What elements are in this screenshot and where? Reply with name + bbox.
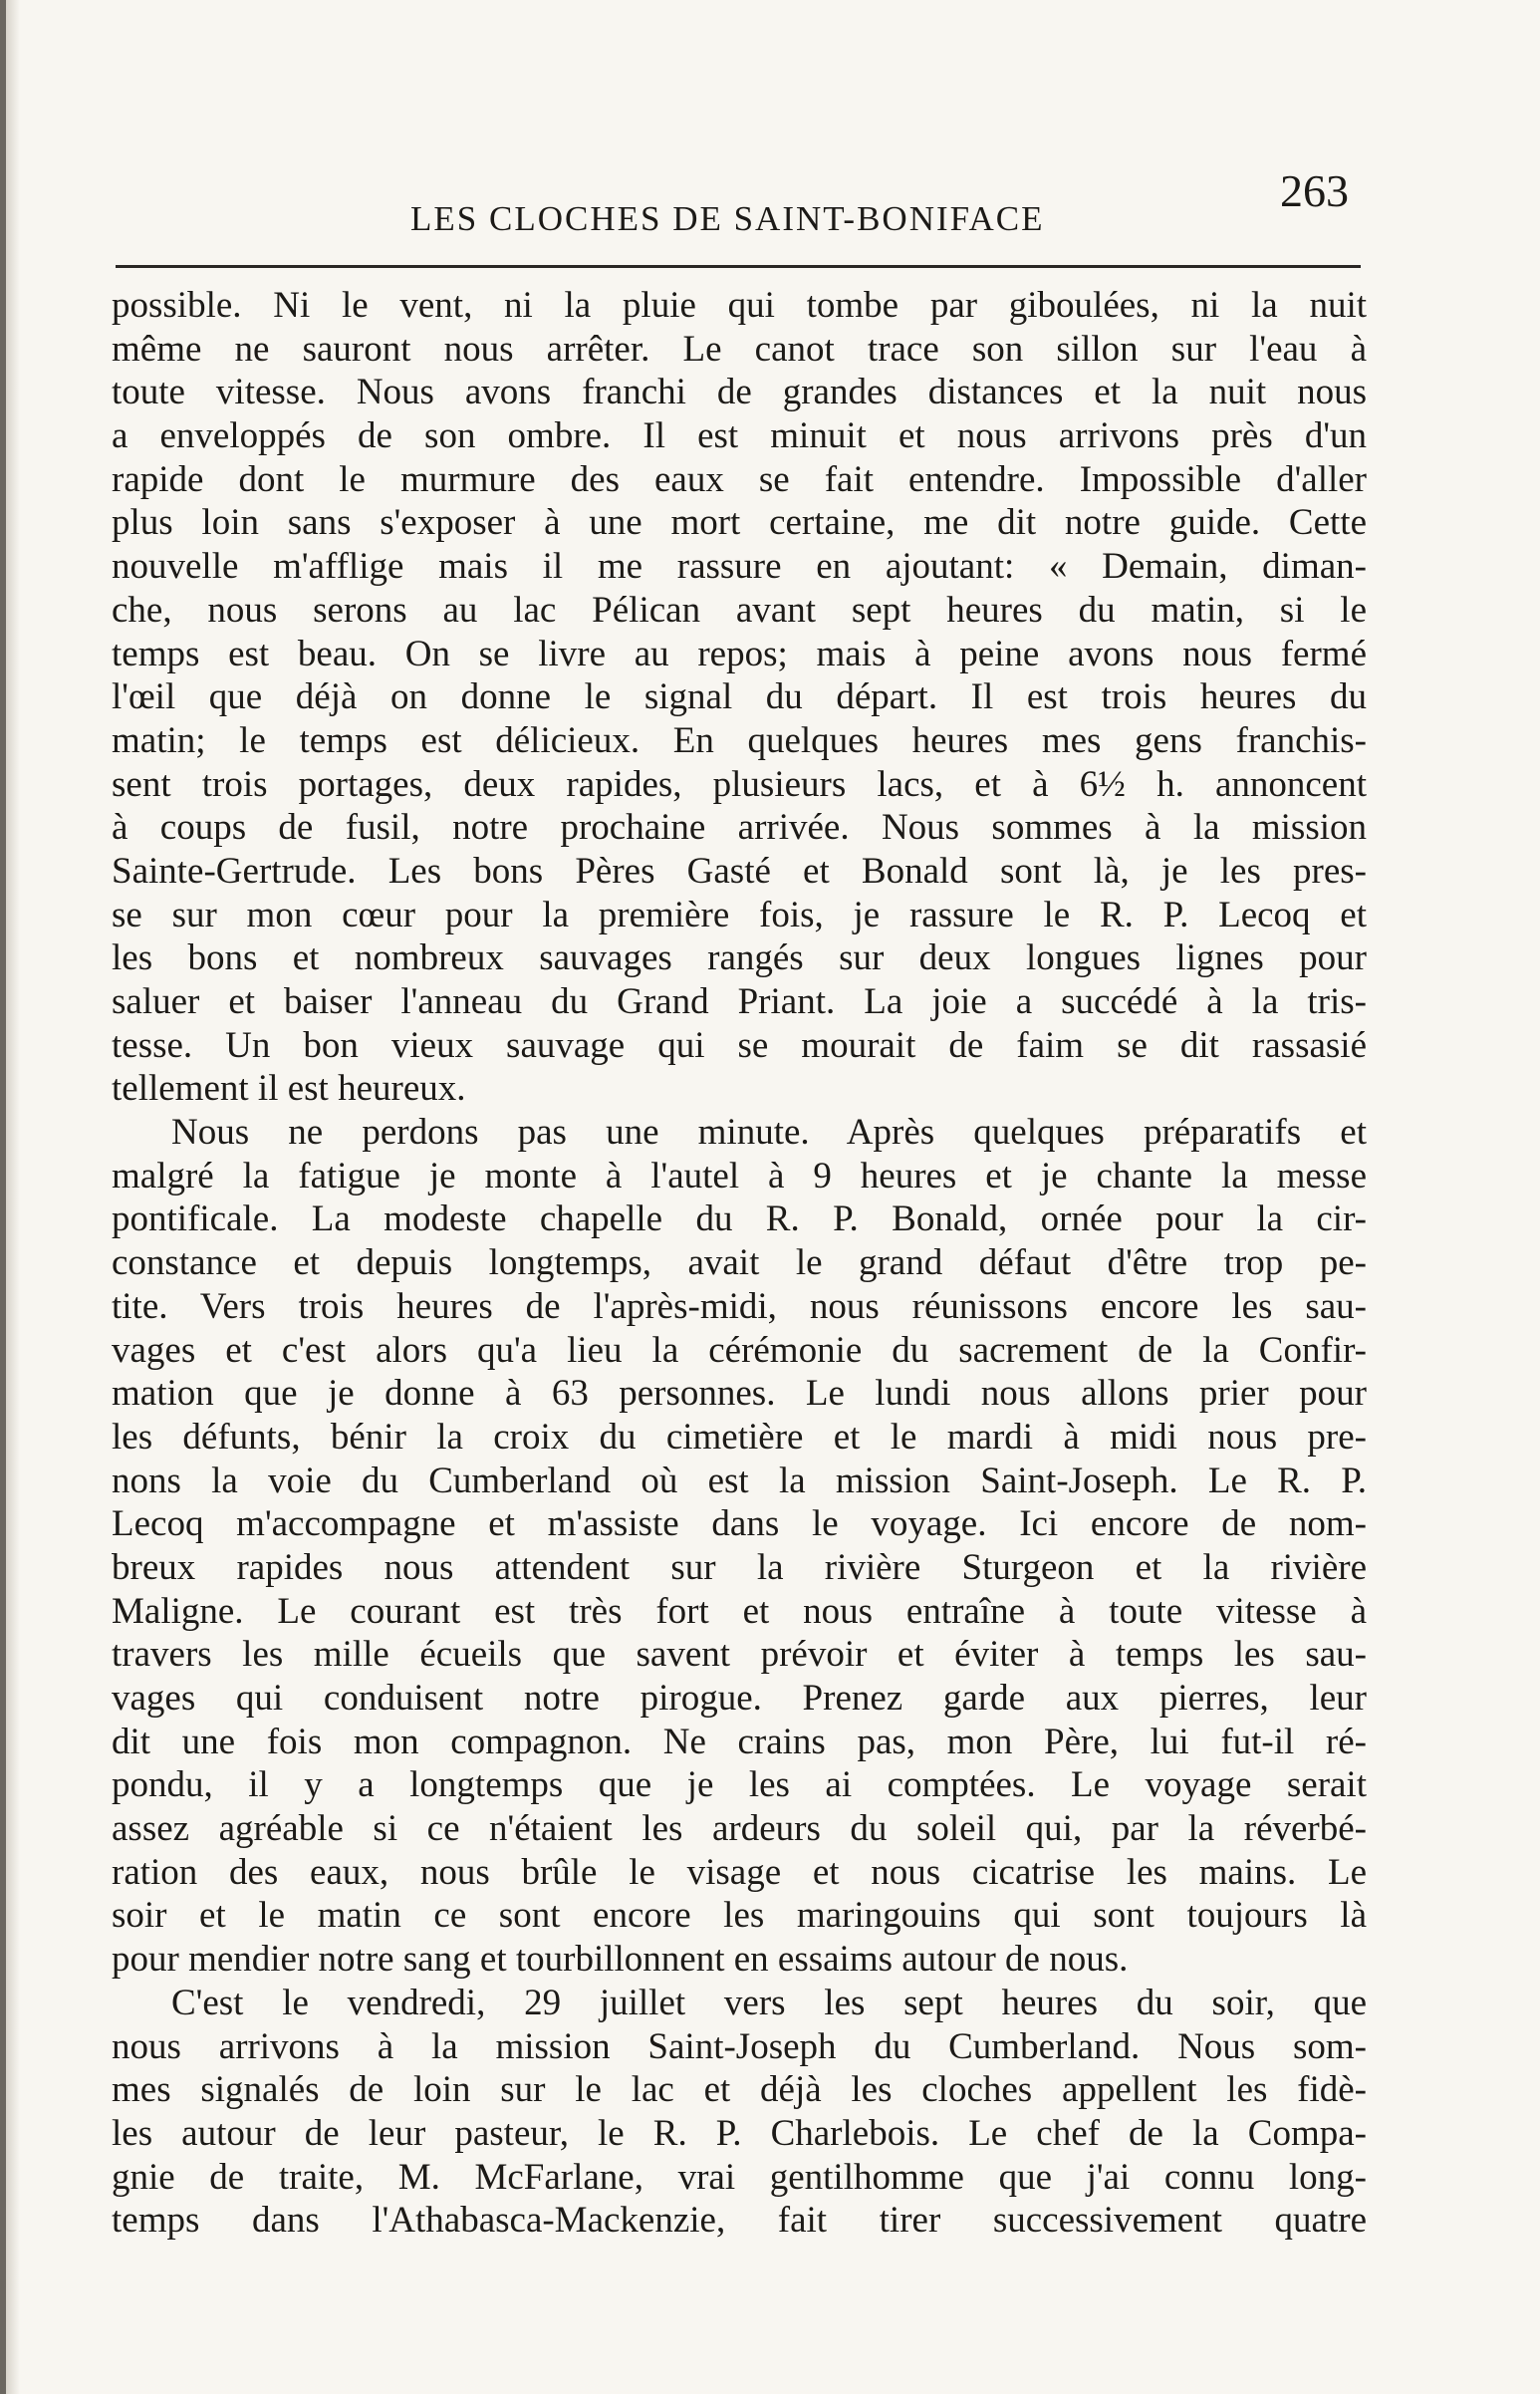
text-line: malgré la fatigue je monte à l'autel à 9 heures et je chante la messe: [112, 1155, 1367, 1197]
text-line: gnie de traite, M. McFarlane, vrai gentilhomme que j'ai connu long-: [112, 2156, 1367, 2198]
body-text: [112, 284, 1367, 2243]
text-line: mes signalés de loin sur le lac et déjà les cloches appellent les fidè-: [112, 2069, 1367, 2111]
header-rule: [116, 265, 1361, 268]
text-line: se sur mon cœur pour la première fois, je rassure le R. P. Lecoq et: [112, 894, 1367, 935]
text-line: a enveloppés de son ombre. Il est minuit et nous arrivons près d'un: [112, 415, 1367, 457]
text-line: vages qui conduisent notre pirogue. Prenez garde aux pierres, leur: [112, 1678, 1367, 1719]
text-line: dit une fois mon compagnon. Ne crains pas, mon Père, lui fut-il ré-: [112, 1721, 1367, 1762]
text-line: pondu, il y a longtemps que je les ai comptées. Le voyage serait: [112, 1764, 1367, 1806]
text-line: rapide dont le murmure des eaux se fait entendre. Impossible d'aller: [112, 458, 1367, 500]
text-line: sent trois portages, deux rapides, plusieurs lacs, et à 6½ h. annoncent: [112, 763, 1367, 805]
text-line: l'œil que déjà on donne le signal du départ. Il est trois heures du: [112, 676, 1367, 718]
text-line: tite. Vers trois heures de l'après-midi, nous réunissons encore les sau-: [112, 1285, 1367, 1327]
text-line: même ne sauront nous arrêter. Le canot trace son sillon sur l'eau à: [112, 328, 1367, 370]
text-line: tesse. Un bon vieux sauvage qui se mourait de faim se dit rassasié: [112, 1024, 1367, 1066]
text-line: assez agréable si ce n'étaient les ardeurs du soleil qui, par la réverbé-: [112, 1808, 1367, 1850]
page-number: 263: [1280, 165, 1349, 216]
text-line: breux rapides nous attendent sur la rivière Sturgeon et la rivière: [112, 1546, 1367, 1588]
binding-shadow: [6, 0, 20, 2394]
text-line: nous arrivons à la mission Saint-Joseph du Cumberland. Nous som-: [112, 2025, 1367, 2067]
text-line: soir et le matin ce sont encore les maringouins qui sont toujours là: [112, 1895, 1367, 1937]
text-line: tellement il est heureux.: [112, 1068, 466, 1110]
text-line: saluer et baiser l'anneau du Grand Priant. La joie a succédé à la tris-: [112, 981, 1367, 1022]
text-line: constance et depuis longtemps, avait le grand défaut d'être trop pe-: [112, 1242, 1367, 1284]
text-line: che, nous serons au lac Pélican avant sept heures du matin, si le: [112, 589, 1367, 631]
text-line: les défunts, bénir la croix du cimetière et le mardi à midi nous pre-: [112, 1416, 1367, 1458]
text-line: pour mendier notre sang et tourbillonnent en essaims autour de nous.: [112, 1939, 1129, 1981]
text-line: ration des eaux, nous brûle le visage et nous cicatrise les mains. Le: [112, 1851, 1367, 1893]
text-line: toute vitesse. Nous avons franchi de grandes distances et la nuit nous: [112, 372, 1367, 413]
text-line: mation que je donne à 63 personnes. Le lundi nous allons prier pour: [112, 1373, 1367, 1415]
text-line: à coups de fusil, notre prochaine arrivée. Nous sommes à la mission: [112, 807, 1367, 849]
text-line: pontificale. La modeste chapelle du R. P. Bonald, ornée pour la cir-: [112, 1198, 1367, 1240]
text-line: temps dans l'Athabasca-Mackenzie, fait tirer successivement quatre: [112, 2200, 1367, 2242]
running-head: LES CLOCHES DE SAINT-BONIFACE: [410, 199, 1045, 238]
text-line: nouvelle m'afflige mais il me rassure en ajoutant: « Demain, diman-: [112, 546, 1367, 588]
text-line: matin; le temps est délicieux. En quelques heures mes gens franchis-: [112, 719, 1367, 761]
text-line: vages et c'est alors qu'a lieu la cérémonie du sacrement de la Confir-: [112, 1329, 1367, 1371]
text-line: C'est le vendredi, 29 juillet vers les sept heures du soir, que: [171, 1982, 1367, 2023]
text-line: les bons et nombreux sauvages rangés sur deux longues lignes pour: [112, 937, 1367, 979]
text-line: plus loin sans s'exposer à une mort certaine, me dit notre guide. Cette: [112, 502, 1367, 544]
text-line: nons la voie du Cumberland où est la mission Saint-Joseph. Le R. P.: [112, 1460, 1367, 1501]
text-line: Nous ne perdons pas une minute. Après quelques préparatifs et: [171, 1112, 1367, 1154]
text-line: travers les mille écueils que savent prévoir et éviter à temps les sau-: [112, 1634, 1367, 1676]
text-line: temps est beau. On se livre au repos; mais à peine avons nous fermé: [112, 633, 1367, 674]
text-line: possible. Ni le vent, ni la pluie qui tombe par giboulées, ni la nuit: [112, 285, 1367, 326]
text-line: les autour de leur pasteur, le R. P. Charlebois. Le chef de la Compa-: [112, 2112, 1367, 2154]
text-line: Lecoq m'accompagne et m'assiste dans le voyage. Ici encore de nom-: [112, 1503, 1367, 1545]
text-line: Maligne. Le courant est très fort et nous entraîne à toute vitesse à: [112, 1590, 1367, 1632]
text-line: Sainte-Gertrude. Les bons Pères Gasté et Bonald sont là, je les pres-: [112, 850, 1367, 892]
